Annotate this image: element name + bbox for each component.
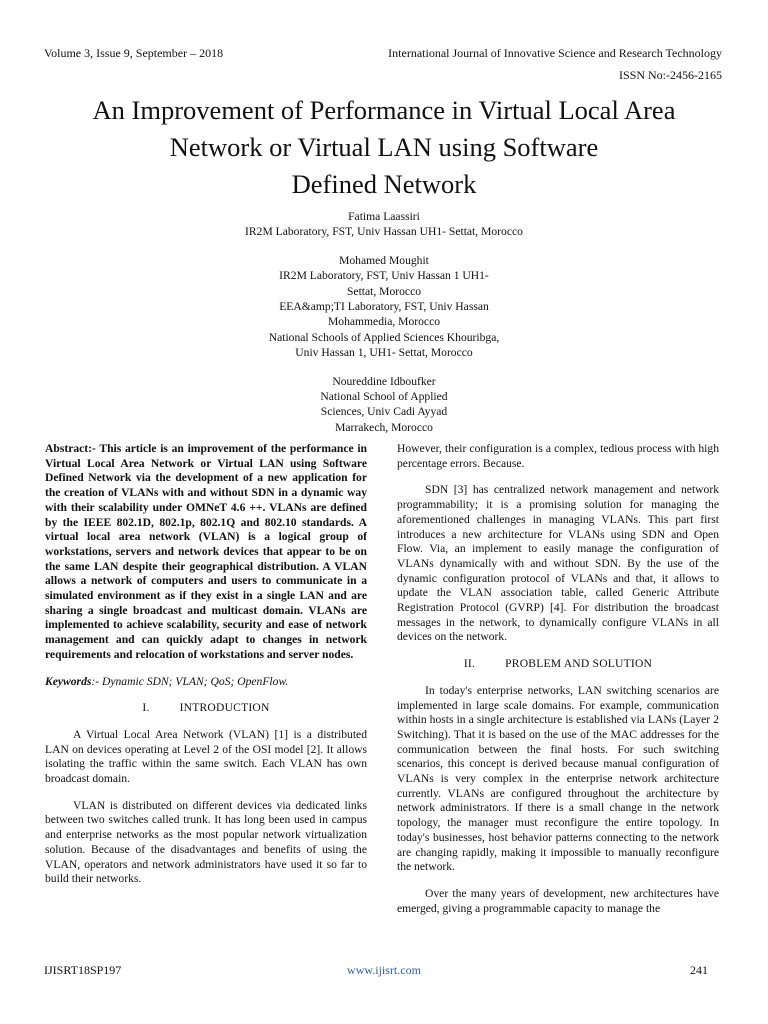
footer-url[interactable]: www.ijisrt.com: [347, 963, 421, 977]
abstract-label: Abstract: [45, 442, 89, 455]
author-line: IR2M Laboratory, FST, Univ Hassan 1 UH1-: [279, 269, 489, 283]
author-line: Sciences, Univ Cadi Ayyad: [320, 405, 448, 419]
keywords-text: :- Dynamic SDN; VLAN; QoS; OpenFlow.: [91, 674, 289, 688]
paragraph: Over the many years of development, new architectures have emerged, giving a programmable capacity to manage the: [397, 886, 719, 915]
abstract-text: :- This article is an improvement of the performance in Virtual Local Area Network or Virtual LAN using Software Defined Network via the development of a new application for the creation of VLANs with and without SDN in a dynamic way with their scalability under OMNeT 4.6 ++. VLANs are defined by the IEEE 802.1D, 802.1p, 802.1Q and 802.10 standards. A virtual local area network (VLAN) is a logical group of workstations, servers and network devices that appear to be on the same LAN despite their geographical distribution. A VLAN allows a network of computers and users to communicate in a simulated environment as if they exist in a single LAN and are sharing a single broadcast and multicast domain. VLANs are implemented to achieve scalability, security and ease of network management and can quickly adapt to changes in network requirements and relocation of workstations and server nodes.: [45, 442, 367, 661]
author-line: Mohamed Moughit: [339, 253, 429, 267]
section-title: PROBLEM AND SOLUTION: [505, 657, 653, 671]
author-line: Settat, Morocco: [346, 284, 422, 298]
author-2: [100, 253, 668, 361]
section-number: II.: [463, 657, 476, 671]
left-column: [45, 442, 367, 887]
author-line: National Schools of Applied Sciences Khouribga,: [268, 330, 500, 344]
author-block: [100, 209, 668, 448]
keywords: [45, 675, 367, 690]
header-journal: International Journal of Innovative Science and Research Technology: [388, 46, 722, 60]
author-line: EEA&amp;TI Laboratory, FST, Univ Hassan: [279, 300, 489, 314]
paragraph: In today's enterprise networks, LAN switching scenarios are implemented in large scale domains. For example, communication within hosts in a single architecture is established via LANs (Layer 2 Switching). That it is based on the use of the MAC addresses for the communication between the final hosts. For such switching scenarios, this concept is derived because manual configuration of VLANs is very complex in the enterprise network architecture currently. VLANs are configured throughout the architecture by network administrators. If there is a small change in the network topology, the manager must reconfigure the entire topology. In today's businesses, host behavior patterns connecting to the network are changing rapidly, making it impossible to manually reconfigure the network.: [397, 683, 719, 874]
paragraph: However, their configuration is a complex, tedious process with high percentage errors. Because.: [397, 442, 719, 470]
paragraph: A Virtual Local Area Network (VLAN) [1] is a distributed LAN on devices operating at Level 2 of the OSI model [2]. It allows isolating the traffic within the same switch. Each VLAN has own broadcast domain.: [45, 727, 367, 786]
author-1: [100, 209, 668, 240]
section-title: INTRODUCTION: [179, 701, 270, 715]
author-3: [100, 374, 668, 436]
title-line: An Improvement of Performance in Virtual Local Area: [92, 95, 676, 125]
keywords-label: Keywords: [45, 674, 92, 688]
author-line: National School of Applied: [320, 390, 448, 404]
paragraph: SDN [3] has centralized network management and network programmability; it is a promising solution for managing the aforementioned challenges in managing VLANs. This part first introduces a new architecture for VLANs using SDN and Open Flow. Via, an implement to easily manage the configuration of VLANs dynamically with and without SDN. By the use of the dynamic configuration protocol of VLANs and that, it allows to update the VLAN association table, called Generic Attribute Registration Protocol (GVRP) [4]. For distribution the broadcast messages in the network, to dynamically configure VLANs in all devices on the network.: [397, 483, 719, 644]
author-line: Noureddine Idboufker: [332, 374, 436, 388]
title-line: Defined Network: [291, 169, 477, 199]
author-line: Fatima Laassiri: [348, 210, 420, 223]
header-volume: Volume 3, Issue 9, September – 2018: [44, 46, 224, 60]
author-line: IR2M Laboratory, FST, Univ Hassan UH1- Settat, Morocco: [245, 225, 523, 239]
author-line: Marrakech, Morocco: [335, 420, 433, 434]
header-issn: ISSN No:-2456-2165: [618, 68, 722, 82]
title-line: Network or Virtual LAN using Software: [169, 132, 599, 162]
section-number: I.: [142, 701, 150, 715]
author-line: Mohammedia, Morocco: [327, 315, 441, 329]
footer-page-number: 241: [690, 963, 708, 977]
author-line: Univ Hassan 1, UH1- Settat, Morocco: [295, 346, 473, 360]
footer-id: IJISRT18SP197: [44, 963, 122, 977]
paragraph: VLAN is distributed on different devices via dedicated links between two switches called trunk. It has long been used in campus and enterprise networks as the most popular network virtualization solution. Because of the disadvantages and benefits of using the VLAN, operators and network administrators have used it so far to build their networks.: [45, 798, 367, 886]
abstract: [45, 442, 367, 663]
right-column: [397, 442, 719, 916]
paper-title: [34, 92, 734, 203]
section-heading-intro: [45, 701, 367, 716]
section-heading-problem: [397, 657, 719, 672]
